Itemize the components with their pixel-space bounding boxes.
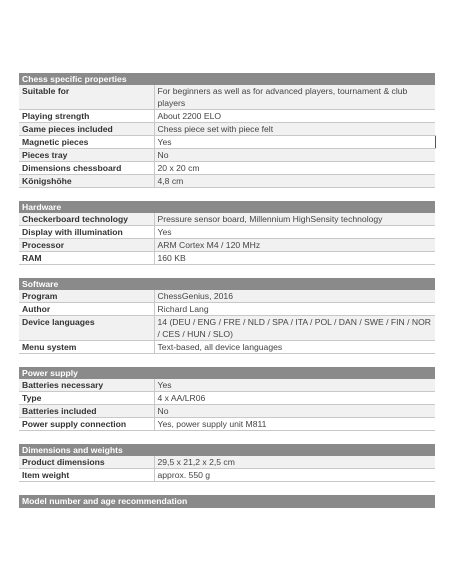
spec-sheet (19, 73, 435, 521)
row-label: Playing strength (19, 110, 154, 123)
table-row (19, 418, 435, 431)
spec-table (19, 290, 435, 354)
row-value: Chess piece set with piece felt (154, 123, 435, 136)
row-label: Batteries necessary (19, 379, 154, 392)
row-label: Batteries included (19, 405, 154, 418)
table-row (19, 162, 435, 175)
table-row (19, 175, 435, 188)
row-label: Checkerboard technology (19, 213, 154, 226)
table-row (19, 213, 435, 226)
table-row (19, 392, 435, 405)
row-label: Game pieces included (19, 123, 154, 136)
section-header: Chess specific properties (19, 73, 435, 85)
table-row (19, 123, 435, 136)
table-row (19, 136, 435, 149)
row-value: Yes, power supply unit M811 (154, 418, 435, 431)
table-row (19, 469, 435, 482)
spec-table (19, 379, 435, 431)
section-header: Dimensions and weights (19, 444, 435, 456)
row-value: 20 x 20 cm (154, 162, 435, 175)
table-row (19, 85, 435, 110)
section-header: Software (19, 278, 435, 290)
row-label: Magnetic pieces (19, 136, 154, 149)
section-dimensions-weights (19, 444, 435, 482)
table-row (19, 405, 435, 418)
table-row (19, 379, 435, 392)
row-value: Yes (154, 136, 435, 149)
row-label: RAM (19, 252, 154, 265)
table-row (19, 290, 435, 303)
row-label: Device languages (19, 316, 154, 341)
row-label: Product dimensions (19, 456, 154, 469)
row-label: Program (19, 290, 154, 303)
section-software (19, 278, 435, 354)
row-value: For beginners as well as for advanced players, tournament & club players (154, 85, 435, 110)
row-value: 160 KB (154, 252, 435, 265)
section-chess-properties (19, 73, 435, 188)
section-header: Model number and age recommendation (19, 495, 435, 508)
table-row (19, 303, 435, 316)
row-value: Pressure sensor board, Millennium HighSensity technology (154, 213, 435, 226)
row-value: 14 (DEU / ENG / FRE / NLD / SPA / ITA / POL / DAN / SWE / FIN / NOR / CES / HUN / SLO) (154, 316, 435, 341)
row-label: Item weight (19, 469, 154, 482)
row-label: Author (19, 303, 154, 316)
table-row (19, 456, 435, 469)
section-header: Hardware (19, 201, 435, 213)
row-value: approx. 550 g (154, 469, 435, 482)
row-label: Suitable for (19, 85, 154, 110)
table-row (19, 110, 435, 123)
table-row (19, 226, 435, 239)
row-label: Dimensions chessboard (19, 162, 154, 175)
row-value: ARM Cortex M4 / 120 MHz (154, 239, 435, 252)
row-label: Processor (19, 239, 154, 252)
spec-table (19, 213, 435, 265)
section-power-supply (19, 367, 435, 431)
row-label: Type (19, 392, 154, 405)
section-hardware (19, 201, 435, 265)
section-model-age (19, 495, 435, 508)
table-row (19, 316, 435, 341)
row-value: Yes (154, 379, 435, 392)
row-value: No (154, 149, 435, 162)
row-label: Königshöhe (19, 175, 154, 188)
row-value: 4,8 cm (154, 175, 435, 188)
table-row (19, 149, 435, 162)
row-value: ChessGenius, 2016 (154, 290, 435, 303)
row-value: Yes (154, 226, 435, 239)
section-header: Power supply (19, 367, 435, 379)
table-row (19, 252, 435, 265)
row-value: No (154, 405, 435, 418)
row-value: Richard Lang (154, 303, 435, 316)
row-value: About 2200 ELO (154, 110, 435, 123)
row-value: 4 x AA/LR06 (154, 392, 435, 405)
row-label: Display with illumination (19, 226, 154, 239)
table-row (19, 341, 435, 354)
row-value: Text-based, all device languages (154, 341, 435, 354)
row-label: Pieces tray (19, 149, 154, 162)
row-label: Menu system (19, 341, 154, 354)
spec-table (19, 85, 436, 188)
spec-table (19, 456, 435, 482)
table-row (19, 239, 435, 252)
row-label: Power supply connection (19, 418, 154, 431)
row-value: 29,5 x 21,2 x 2,5 cm (154, 456, 435, 469)
